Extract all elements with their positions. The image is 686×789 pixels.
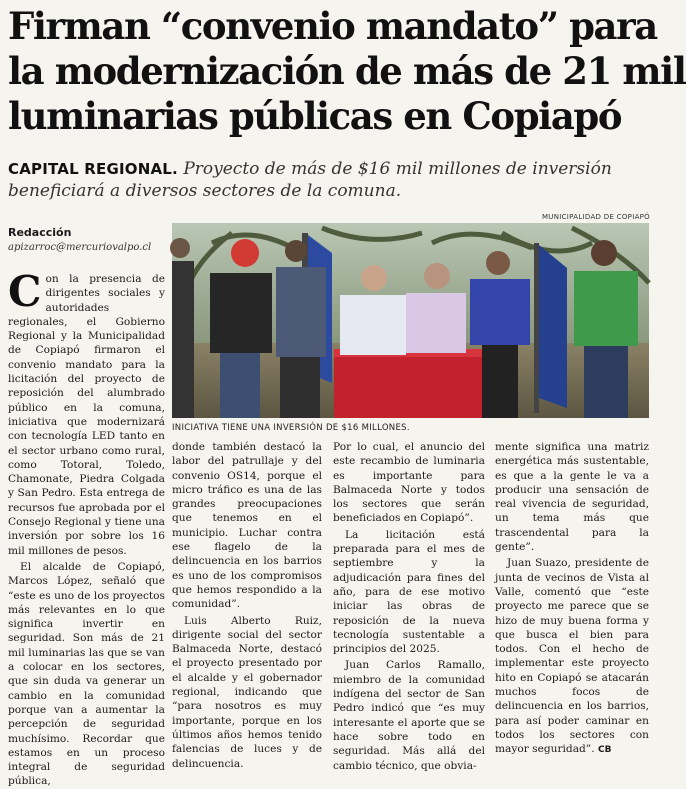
- article-photo: [172, 223, 649, 418]
- byline-email[interactable]: apizarroc@mercuriovalpo.cl: [8, 242, 152, 253]
- paragraph: La licitación está preparada para el mes de septiembre y la adjudicación para fines del año, para de ese motivo iniciar las obras de reposición de la nueva tecnología sustentable a principios del 2025.: [333, 528, 485, 656]
- headline-line-2: la modernización de más de 21 mil: [8, 49, 686, 93]
- dropcap: C: [8, 267, 42, 316]
- deck-text: Proyecto de más de $16 mil millones de inversión beneficiará a diversos sectores de la comuna.: [8, 159, 612, 201]
- paragraph-text: on la presencia de dirigentes sociales y autoridades regionales, el Gobierno Regional y la Municipalidad de Copiapó firmaron el convenio mandato para la licitación del proyecto de reposición del alumbrado público en la comuna, iniciativa que modernizará con tecnología LED tanto en el sector urbano como rural, como Totoral, Toledo, Chamonate, Piedra Colgada y San Pedro. Esta entrega de recursos fue aprobada por el Consejo Regional y tiene una inversión por sobre los 16 mil millones de pesos.: [8, 273, 165, 557]
- body-column-2: [172, 440, 322, 770]
- paragraph: [495, 556, 649, 757]
- byline: [8, 226, 168, 253]
- photo-caption: INICIATIVA TIENE UNA INVERSIÓN DE $16 MILLONES.: [172, 423, 410, 433]
- body-column-1: [8, 267, 165, 788]
- body-column-3: [333, 440, 485, 772]
- paragraph: donde también destacó la labor del patrullaje y del convenio OS14, porque el micro tráfico es una de las grandes preocupaciones que tenemos en el municipio. Luchar contra ese flagelo de la delincuencia en los barrios es uno de los compromisos que hemos respondido a la comunidad”.: [172, 441, 322, 611]
- byline-author: Redacción: [8, 226, 72, 239]
- body-column-4: [495, 440, 649, 756]
- paragraph: Juan Carlos Ramallo, miembro de la comunidad indígena del sector de San Pedro indicó que “es muy interesante el aporte que se hace sobre todo en seguridad. Más allá del cambio técnico, que obvia-: [333, 659, 485, 772]
- headline: [8, 4, 686, 139]
- paragraph: mente significa una matriz energética más sustentable, es que a la gente le va a producir una sensación de real vivencia de seguridad, un tema más que trascendental para la gente”.: [495, 441, 649, 554]
- deck: [8, 158, 648, 202]
- paragraph: Luis Alberto Ruiz, dirigente social del sector Balmaceda Norte, destacó el proyecto presentado por el alcalde y el gobernador regional, indicando que “para nosotros es muy importante, porque en los últimos años hemos tenido falencias de luces y de delincuencia.: [172, 614, 322, 770]
- paragraph: El alcalde de Copiapó, Marcos López, señaló que “este es uno de los proyectos más relevantes en lo que significa invertir en seguridad. Son más de 21 mil luminarias las que se van a colocar en los sectores, que sin duda va generar un cambio en la comunidad porque van a aumentar la percepción de seguridad muchísimo. Recordar que estamos en un proceso integral de seguridad pública,: [8, 560, 165, 788]
- photo-credit: MUNICIPALIDAD DE COPIAPÓ: [541, 213, 650, 221]
- photo-illustration: [172, 223, 649, 418]
- headline-line-1: Firman “convenio mandato” para: [8, 4, 657, 48]
- section-kicker: CAPITAL REGIONAL.: [8, 160, 178, 178]
- headline-line-3: luminarias públicas en Copiapó: [8, 94, 622, 138]
- lead-paragraph: [8, 267, 165, 558]
- paragraph: Por lo cual, el anuncio del este recambio de luminaria es importante para Balmaceda Norte y todos los sectores que serán beneficiados en Copiapó”.: [333, 441, 485, 525]
- end-mark: CB: [597, 745, 612, 756]
- paragraph-text: Juan Suazo, presidente de junta de vecinos de Vista al Valle, comentó que “este proyecto me parece que se hizo de muy buena forma y que busca el bien para todos. Con el hecho de implementar este proyecto hito en Copiapó se atacarán muchos focos de delincuencia en los barrios, para así poder caminar en todos los sectores con mayor seguridad”.: [495, 557, 649, 756]
